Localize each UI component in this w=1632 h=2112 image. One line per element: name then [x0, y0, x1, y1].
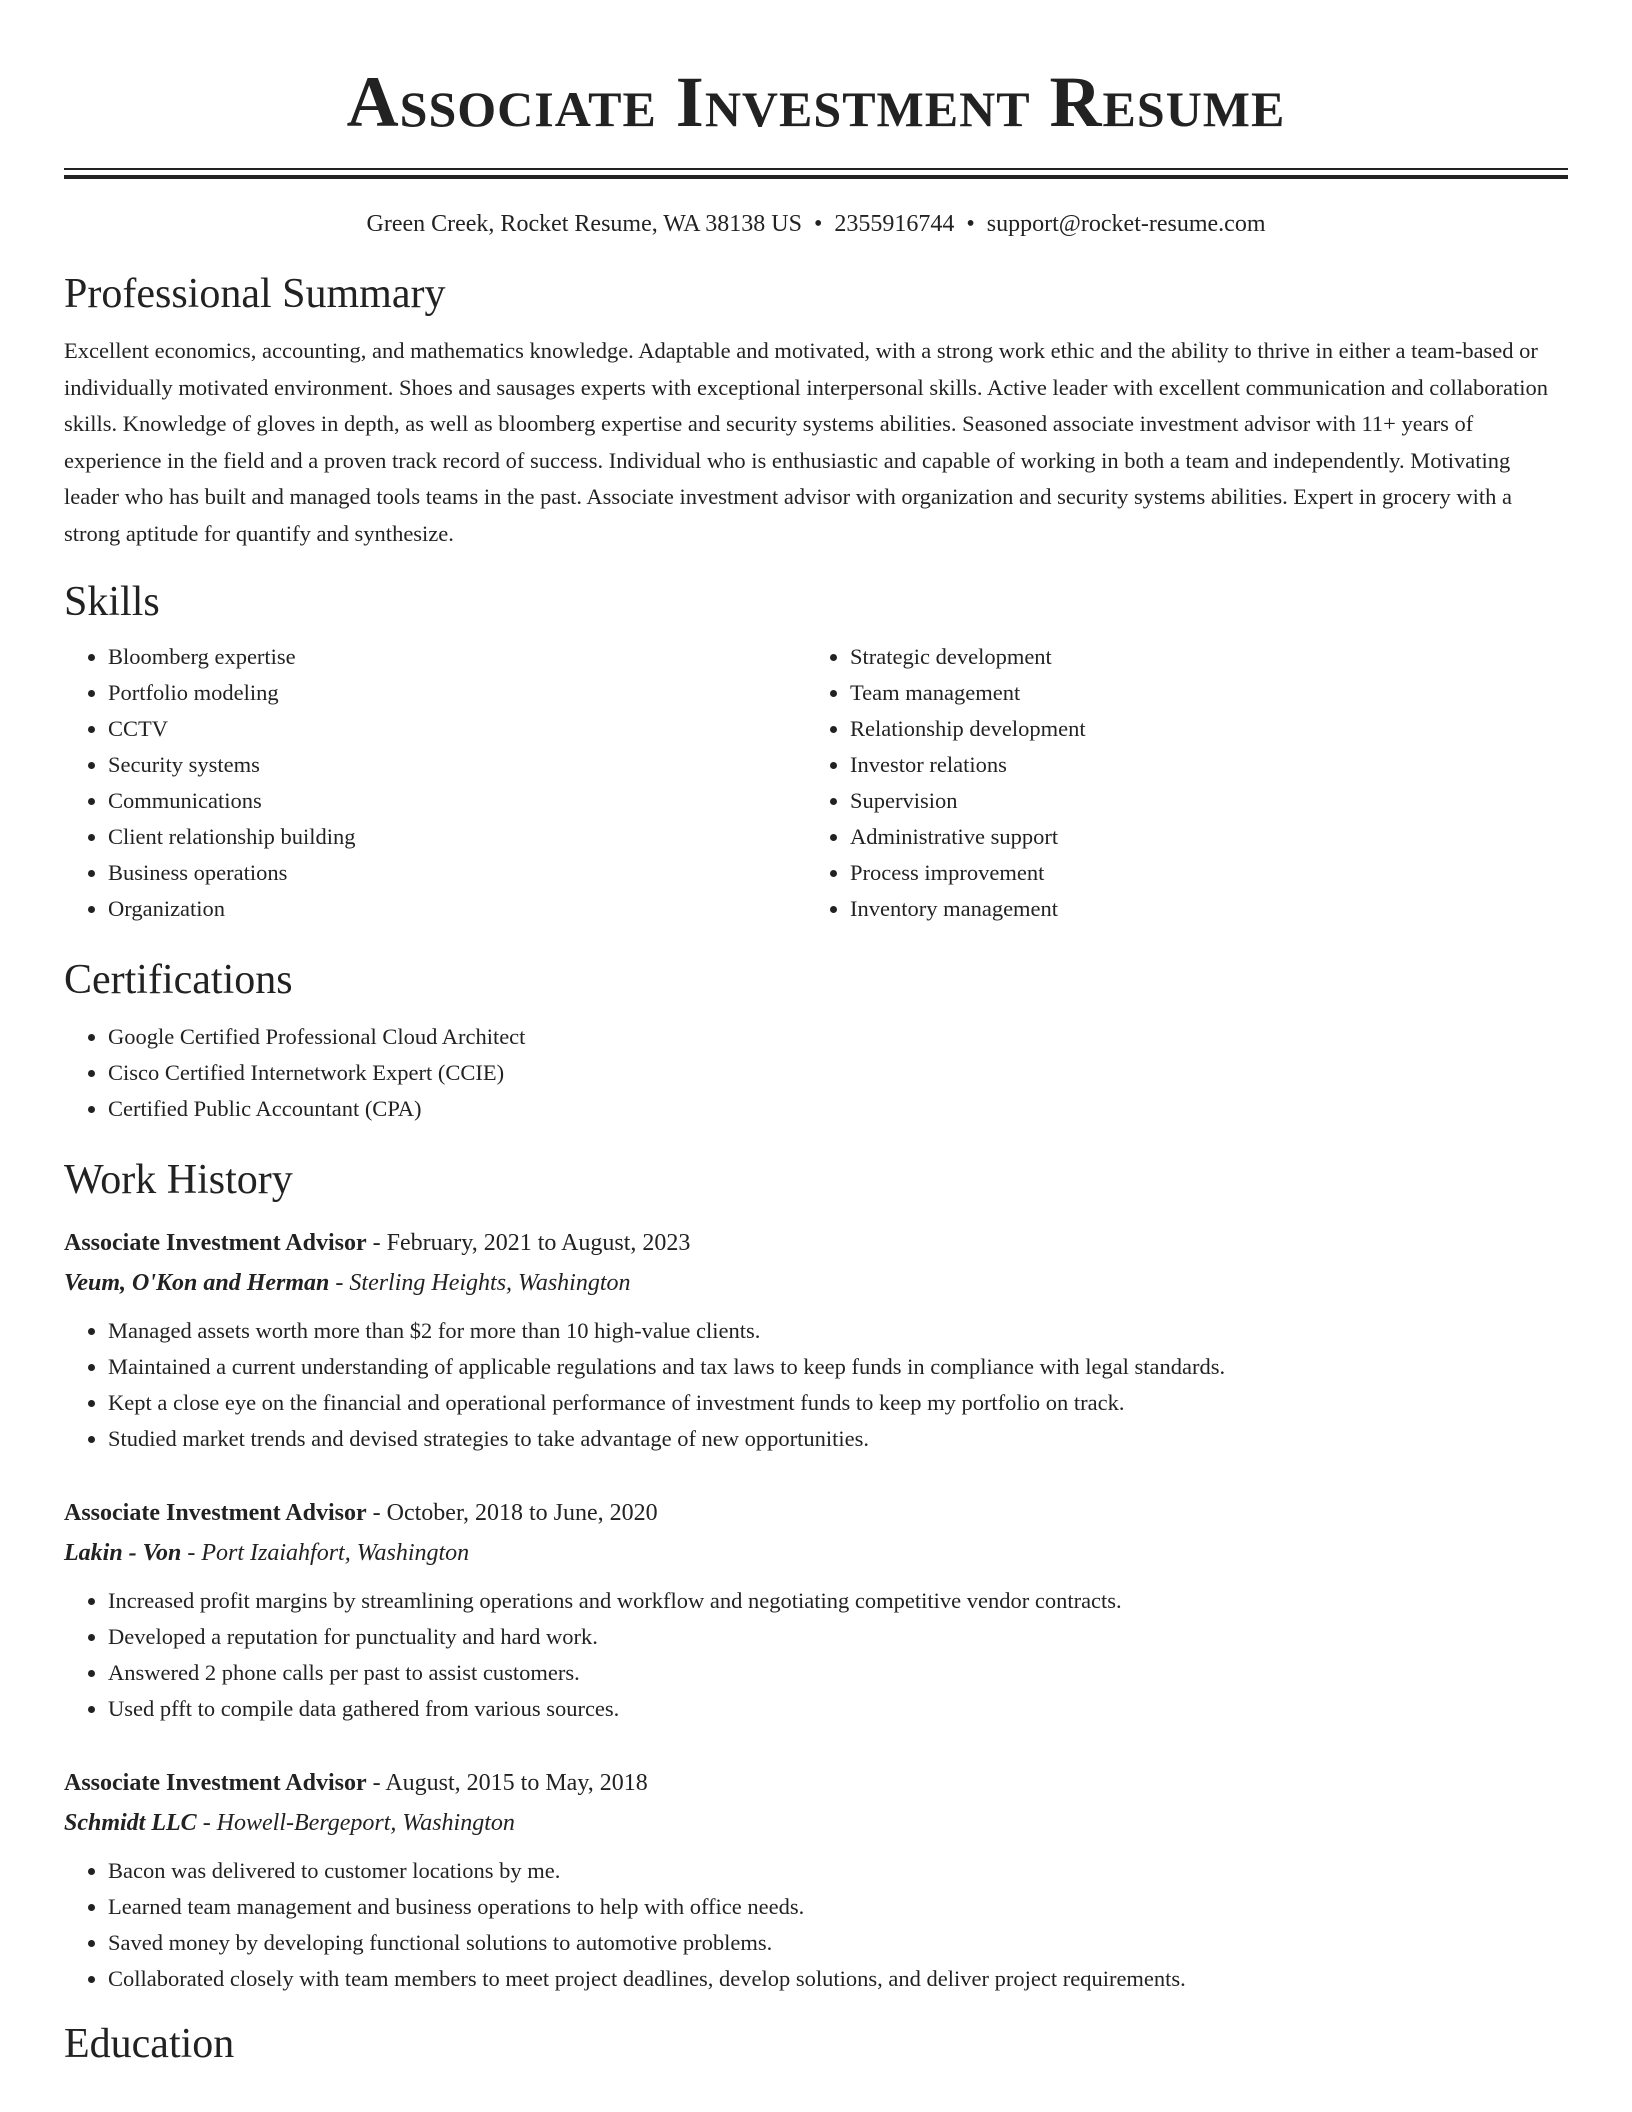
job-bullet: • Learned team management and business operations to help with office needs. — [108, 1889, 1568, 1925]
job-location: - Port Izaiahfort, Washington — [187, 1540, 470, 1566]
skill-item: • Relationship development — [850, 711, 1548, 747]
summary-text: Excellent economics, accounting, and mathematics knowledge. Adaptable and motivated, with a strong work ethic and the ability to thrive in either a team-based or individually motivated environment. Shoes and sausages experts with exceptional interpersonal skills. Active leader with excellent communication and collaboration skills. Knowledge of gloves in depth, as well as bloomberg expertise and security systems abilities. Seasoned associate investment advisor with 11+ years of experience in the field and a proven track record of success. Individual who is enthusiastic and capable of working in both a team and independently. Motivating leader who has built and managed tools teams in the past. Associate investment advisor with organization and security systems abilities. Expert in grocery with a strong aptitude for quantify and synthesize. — [64, 338, 1548, 546]
contact-phone: 2355916744 — [834, 211, 955, 237]
job-header — [64, 1493, 1568, 1533]
job-bullet: • Collaborated closely with team members to meet project deadlines, develop solutions, and deliver project requirements. — [108, 1961, 1568, 1997]
skill-item: • Organization — [108, 891, 806, 927]
skill-item: • Inventory management — [850, 891, 1548, 927]
skill-item: • Investor relations — [850, 747, 1548, 783]
job-bullet: • Managed assets worth more than $2 for more than 10 high-value clients. — [108, 1313, 1568, 1349]
summary-section — [64, 269, 1568, 552]
job-bullet: • Kept a close eye on the financial and operational performance of investment funds to keep my portfolio on track. — [108, 1385, 1568, 1421]
job-dates: - February, 2021 to August, 2023 — [372, 1230, 691, 1256]
job-dates: - October, 2018 to June, 2020 — [372, 1500, 658, 1526]
title-divider — [64, 168, 1568, 179]
job-bullet: • Developed a reputation for punctuality and hard work. — [108, 1619, 1568, 1655]
job-entry — [64, 1763, 1568, 1997]
skill-item: • Team management — [850, 675, 1548, 711]
summary-heading: Professional Summary — [64, 271, 446, 317]
job-entry — [64, 1223, 1568, 1457]
job-employer — [64, 1803, 1568, 1843]
skill-item: • Administrative support — [850, 819, 1548, 855]
skills-list-right — [806, 639, 1548, 927]
job-title: Associate Investment Advisor — [64, 1230, 367, 1256]
job-bullets — [64, 1313, 1568, 1457]
job-bullet: • Saved money by developing functional solutions to automotive problems. — [108, 1925, 1568, 1961]
job-title: Associate Investment Advisor — [64, 1500, 367, 1526]
job-title: Associate Investment Advisor — [64, 1770, 367, 1796]
skills-columns — [64, 639, 1568, 927]
resume-page — [64, 0, 1568, 2069]
job-bullets — [64, 1583, 1568, 1727]
skill-item: • Business operations — [108, 855, 806, 891]
education-heading: Education — [64, 2021, 235, 2067]
job-bullet: • Maintained a current understanding of applicable regulations and tax laws to keep funds in compliance with legal standards. — [108, 1349, 1568, 1385]
certifications-list — [64, 1019, 1568, 1127]
skill-item: • Communications — [108, 783, 806, 819]
skill-item: • Security systems — [108, 747, 806, 783]
skill-item: • Process improvement — [850, 855, 1548, 891]
job-bullet: • Studied market trends and devised strategies to take advantage of new opportunities. — [108, 1421, 1568, 1457]
job-employer — [64, 1263, 1568, 1303]
certification-item: • Certified Public Accountant (CPA) — [108, 1091, 1568, 1127]
skill-item: • Client relationship building — [108, 819, 806, 855]
job-bullet: • Bacon was delivered to customer locations by me. — [108, 1853, 1568, 1889]
certification-item: • Google Certified Professional Cloud Architect — [108, 1019, 1568, 1055]
job-location: - Sterling Heights, Washington — [335, 1270, 631, 1296]
skills-section — [64, 577, 1568, 927]
job-bullet: • Increased profit margins by streamlining operations and workflow and negotiating competitive vendor contracts. — [108, 1583, 1568, 1619]
job-bullets — [64, 1853, 1568, 1997]
contact-separator: • — [966, 211, 975, 237]
job-dates: - August, 2015 to May, 2018 — [372, 1770, 648, 1796]
job-company: Lakin - Von — [64, 1540, 182, 1566]
job-header — [64, 1223, 1568, 1263]
resume-title: Associate Investment Resume — [346, 62, 1286, 142]
job-company: Veum, O'Kon and Herman — [64, 1270, 330, 1296]
job-location: - Howell-Bergeport, Washington — [202, 1810, 515, 1836]
certification-item: • Cisco Certified Internetwork Expert (CCIE) — [108, 1055, 1568, 1091]
skills-heading: Skills — [64, 579, 160, 625]
job-company: Schmidt LLC — [64, 1810, 197, 1836]
job-bullet: • Used pfft to compile data gathered from various sources. — [108, 1691, 1568, 1727]
job-bullet: • Answered 2 phone calls per past to assist customers. — [108, 1655, 1568, 1691]
work-history-section — [64, 1155, 1568, 1997]
contact-address: Green Creek, Rocket Resume, WA 38138 US — [366, 211, 802, 237]
job-employer — [64, 1533, 1568, 1573]
skills-list-left — [64, 639, 806, 927]
contact-email: support@rocket-resume.com — [986, 211, 1266, 237]
job-header — [64, 1763, 1568, 1803]
contact-separator: • — [813, 211, 823, 237]
skill-item: • Supervision — [850, 783, 1548, 819]
education-section — [64, 2019, 1568, 2069]
skill-item: • Strategic development — [850, 639, 1548, 675]
certifications-section — [64, 955, 1568, 1127]
skill-item: • CCTV — [108, 711, 806, 747]
skill-item: • Bloomberg expertise — [108, 639, 806, 675]
contact-line — [64, 209, 1568, 239]
skill-item: • Portfolio modeling — [108, 675, 806, 711]
work-history-heading: Work History — [64, 1157, 293, 1203]
certifications-heading: Certifications — [64, 957, 293, 1003]
job-entry — [64, 1493, 1568, 1727]
